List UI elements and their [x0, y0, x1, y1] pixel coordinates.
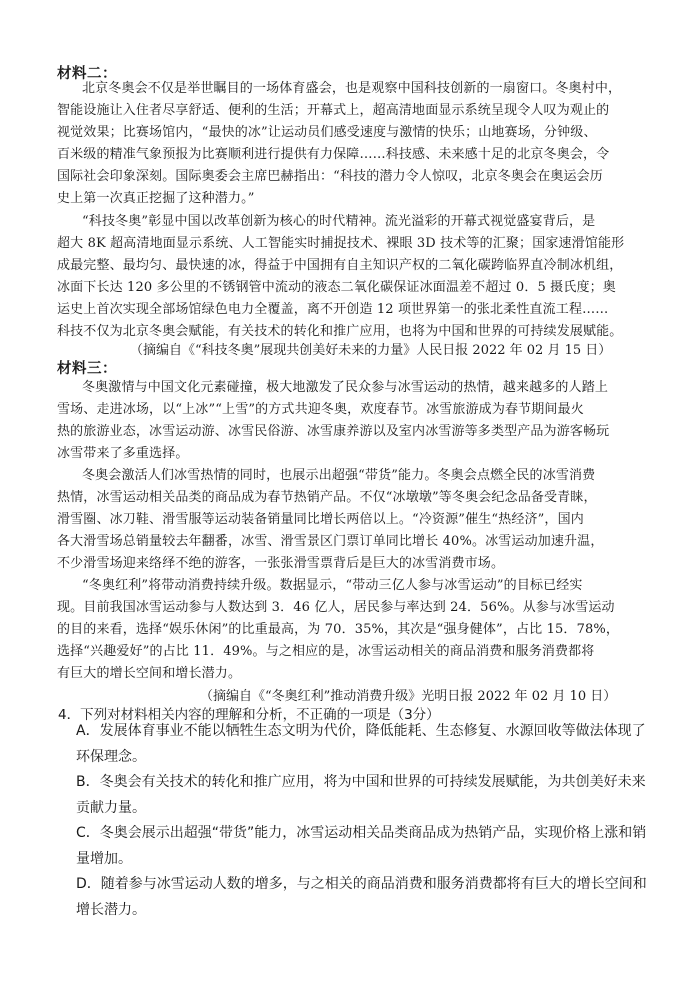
- material-2-line: 运史上首次实现全部场馆绿色电力全覆盖，离不开创造 12 项世界第一的张北柔性直流工程……: [57, 302, 609, 317]
- material-3-line: 冬奥会激活人们冰雪热情的同时，也展示出超强“带货”能力。冬奥会点燃全民的冰雪消费: [82, 468, 596, 483]
- material-3-line: 有巨大的增长空间和增长潜力。: [57, 666, 242, 681]
- material-3-line: 的目的来看，选择“娱乐休闲”的比重最高，为 70．35%，其次是“强身健体”，占比 15．78%，: [57, 622, 620, 637]
- material-2-line: 智能设施让入住者尽享舒适、便利的生活；开幕式上，超高清地面显示系统呈现令人叹为观止的: [57, 103, 610, 118]
- material-3-line: 热情，冰雪运动相关品类的商品成为春节热销产品。不仅“冰墩墩”等冬奥会纪念品备受青睐，: [57, 490, 597, 505]
- material-2-line: 冰面下长达 120 多公里的不锈钢管中流动的液态二氧化碳保证冰面温差不超过 0．5 摄氏度；奥: [57, 280, 616, 295]
- material-3-line: 选择“兴趣爱好”的占比 11．49%。与之相应的是，冰雪运动相关的商品消费和服务消费都将: [57, 644, 595, 659]
- material-3-heading: 材料三：: [57, 361, 117, 377]
- material-2-line: “科技冬奥”彰显中国以改革创新为核心的时代精神。流光溢彩的开幕式视觉盛宴背后，是: [82, 214, 596, 229]
- material-2-line: 国际社会印象深刻。国际奥委会主席巴赫指出：“科技的潜力令人惊叹，北京冬奥会在奥运会历: [57, 169, 603, 184]
- material-2-line: 成最完整、最均匀、最快速的冰，得益于中国拥有自主知识产权的二氧化碳跨临界直冷制冰机组，: [57, 258, 623, 273]
- material-3-line: 各大滑雪场总销量较去年翻番，冰雪、滑雪景区门票订单同比增长 40%。冰雪运动加速升温，: [57, 534, 604, 549]
- material-2-line: 超大 8K 超高清地面显示系统、人工智能实时捕捉技术、裸眼 3D 技术等的汇聚；国家速滑馆能形: [57, 236, 625, 251]
- material-2-line: 科技不仅为北京冬奥会赋能，有关技术的转化和推广应用，也将为中国和世界的可持续发展赋能。: [57, 324, 623, 339]
- material-2-line: 史上第一次真正挖掘了这种潜力。”: [57, 191, 255, 206]
- material-2-line: 视觉效果；比赛场馆内，“最快的冰”让运动员们感受速度与激情的快乐；山地赛场，分钟级、: [57, 125, 597, 140]
- material-3-line: 滑雪圈、冰刀鞋、滑雪服等运动装备销量同比增长两倍以上。“冷资源”催生“热经济”，国内: [57, 512, 584, 527]
- material-2-line: 百米级的精准气象预报为比赛顺利进行提供有力保障……科技感、未来感十足的北京冬奥会，令: [57, 147, 610, 162]
- material-3-line: 雪场、走进冰场，以“上冰”“上雪”的方式共迎冬奥，欢度春节。冰雪旅游成为春节期间最火: [57, 402, 584, 417]
- question-stem: 4．下列对材料相关内容的理解和分析，不正确的一项是（3分）: [58, 707, 440, 723]
- option-d: D．随着参与冰雪运动人数的增多，与之相关的商品消费和服务消费都将有巨大的增长空间和增长潜力。: [76, 876, 647, 918]
- material-3-line: “冬奥红利”将带动消费持续升级。数据显示，“带动三亿人参与冰雪运动”的目标已经实: [82, 578, 583, 593]
- material-3-line: 冰雪带来了多重选择。: [57, 446, 189, 461]
- material-2-line: 北京冬奥会不仅是举世瞩目的一场体育盛会，也是观察中国科技创新的一扇窗口。冬奥村中，: [82, 81, 622, 96]
- material-3-line: 热的旅游业态，冰雪运动游、冰雪民俗游、冰雪康养游以及室内冰雪游等多类型产品为游客畅玩: [57, 424, 610, 439]
- option-c: C．冬奥会展示出超强“带货”能力，冰雪运动相关品类商品成为热销产品，实现价格上涨和销量增加。: [76, 825, 647, 867]
- material-3-source: （摘编自《“冬奥红利”推动消费升级》光明日报 2022 年 02 月 10 日）: [200, 689, 617, 704]
- material-3-line: 不少滑雪场迎来络绎不绝的游客，一张张滑雪票背后是巨大的冰雪消费市场。: [57, 556, 505, 571]
- option-b: B．冬奥会有关技术的转化和推广应用，将为中国和世界的可持续发展赋能，为共创美好未来贡献力量。: [76, 774, 646, 816]
- material-3-line: 现。目前我国冰雪运动参与人数达到 3．46 亿人，居民参与率达到 24．56%。从参与冰雪运动: [57, 600, 615, 615]
- material-3-line: 冬奥激情与中国文化元素碰撞，极大地激发了民众参与冰雪运动的热情，越来越多的人踏上: [82, 380, 609, 395]
- option-a: A．发展体育事业不能以牺牲生态文明为代价，降低能耗、生态修复、水源回收等做法体现了环保理念。: [76, 723, 646, 765]
- material-2-source: （摘编自《“科技冬奥”展现共创美好未来的力量》人民日报 2022 年 02 月 15 日）: [130, 343, 612, 358]
- material-2-heading: 材料二：: [57, 66, 117, 82]
